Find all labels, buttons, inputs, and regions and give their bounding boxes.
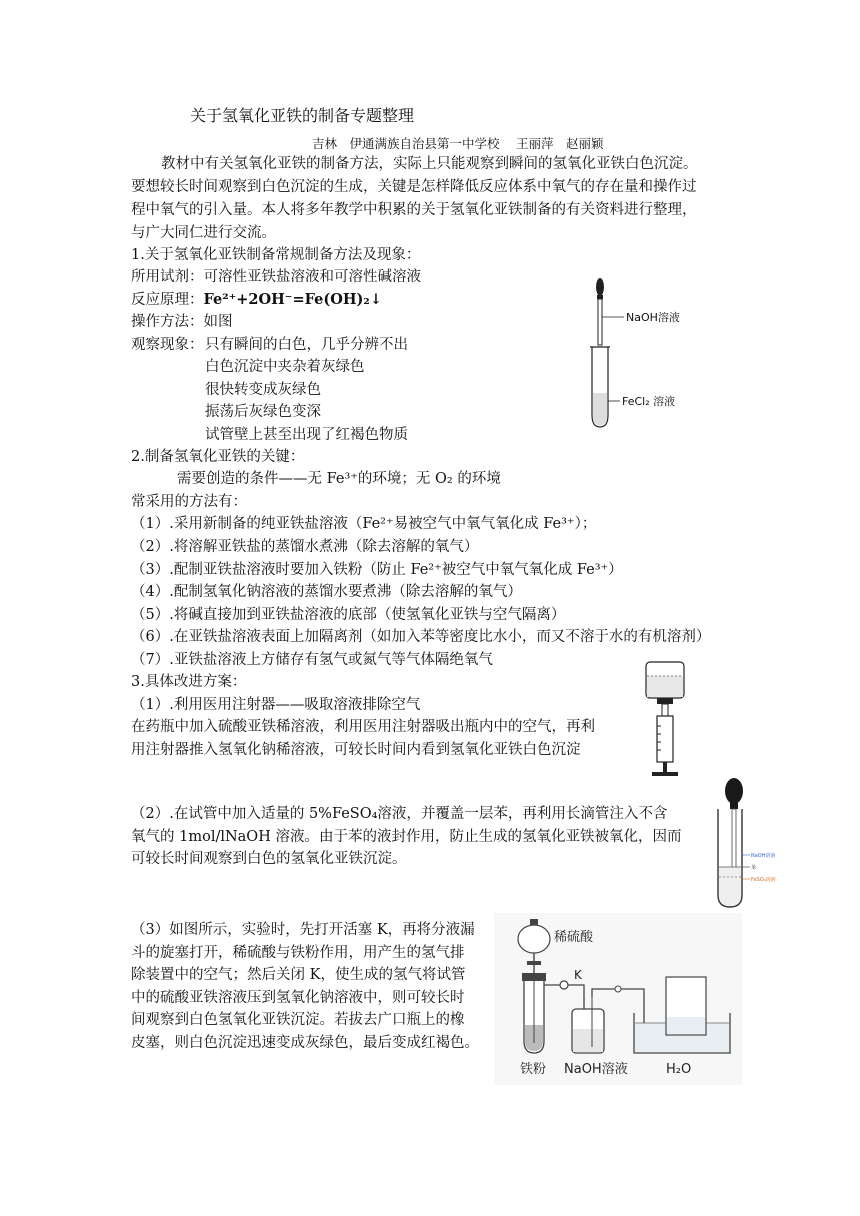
plan-2-line: 可较长时间观察到白色的氢氧化亚铁沉淀。 <box>131 851 407 867</box>
dropper-label: NaOH溶液 <box>626 311 680 324</box>
reagent-line: 所用试剂：可溶性亚铁盐溶液和可溶性碱溶液 <box>131 269 421 285</box>
principle-label: 反应原理： <box>131 292 204 308</box>
intro-line: 教材中有关氢氧化亚铁的制备方法，实际上只能观察到瞬间的氢氧化亚铁白色沉淀。 <box>161 156 698 172</box>
plan-2-line: 氧气的 1mol/lNaOH 溶液。由于苯的液封作用，防止生成的氢氧化亚铁被氧化，因而 <box>131 829 682 845</box>
operation-line: 操作方法：如图 <box>131 314 233 330</box>
tube-label: FeCl₂ 溶液 <box>622 395 676 408</box>
water-label: H₂O <box>666 1062 692 1077</box>
principle-formula: Fe²⁺+2OH⁻=Fe(OH)₂↓ <box>203 291 382 308</box>
plan-3-line: 斗的旋塞打开，稀硫酸与铁粉作用，用产生的氢气排 <box>131 945 465 961</box>
method-item: （1）.采用新制备的纯亚铁盐溶液（Fe²⁺易被空气中氧气氧化成 Fe³⁺）； <box>131 516 597 532</box>
vial-stopper-icon <box>657 698 673 704</box>
naoh-label: NaOH溶液 <box>564 1062 628 1077</box>
plan-1-title: （1）.利用医用注射器——吸取溶液排除空气 <box>131 697 421 713</box>
plan-3-line: 间观察到白色氢氧化亚铁沉淀。若拔去广口瓶上的橡 <box>131 1012 465 1028</box>
intro-line: 要想较长时间观察到白色沉淀的生成，关键是怎样降低反应体系中氧气的存在量和操作过 <box>131 179 697 195</box>
method-item: （7）.亚铁盐溶液上方储存有氢气或氮气等气体隔绝氧气 <box>131 652 493 668</box>
dropper-tube-figure <box>580 275 700 435</box>
methods-intro: 常采用的方法有： <box>131 494 247 510</box>
method-item: （4）.配制氢氧化钠溶液的蒸馏水要煮沸（除去溶解的氧气） <box>131 584 522 600</box>
syringe-vial-figure <box>640 660 690 778</box>
section-3-heading: 3.具体改进方案： <box>131 674 247 690</box>
plan-3-line: 中的硫酸亚铁溶液压到氢氧化钠溶液中，则可较长时 <box>131 990 465 1006</box>
condition-line: 需要创造的条件——无 Fe³⁺的环境；无 O₂ 的环境 <box>177 471 501 487</box>
dropper-bulb-icon <box>596 278 604 296</box>
plan-2-line: （2）.在试管中加入适量的 5%FeSO₄溶液，并覆盖一层苯，再利用长滴管注入不含 <box>131 806 668 822</box>
observation-item: 白色沉淀中夹杂着灰绿色 <box>205 359 365 375</box>
observe-label: 观察现象： <box>131 337 204 353</box>
fig-label-feso4: FeSO₄溶液 <box>751 877 776 883</box>
fig-label-benzene: 苯 <box>751 865 757 871</box>
plan-3-line: （3）如图所示，实验时，先打开活塞 K，再将分液漏 <box>131 922 475 938</box>
observation-item: 很快转变成灰绿色 <box>205 382 321 398</box>
plan-3-line: 皮塞，则白色沉淀迅速变成灰绿色，最后变成红褐色。 <box>131 1035 479 1051</box>
iron-label: 铁粉 <box>520 1062 547 1077</box>
intro-line: 与广大同仁进行交流。 <box>131 225 276 241</box>
observation-item: 振荡后灰绿色变深 <box>205 404 321 420</box>
intro-line: 程中氧气的引入量。本人将多年教学中积累的关于氢氧化亚铁制备的有关资料进行整理， <box>131 202 697 218</box>
funnel-stopcock-icon <box>527 961 541 965</box>
authors-line: 吉林 伊通满族自治县第一中学校 王丽萍 赵丽颖 <box>312 136 604 151</box>
method-item: （3）.配制亚铁盐溶液时要加入铁粉（防止 Fe²⁺被空气中氧气氧化成 Fe³⁺） <box>131 562 623 578</box>
observation-item: 只有瞬间的白色，几乎分辨不出 <box>205 337 408 353</box>
fig-label-naoh: NaOH溶液 <box>751 853 776 859</box>
method-item: （5）.将碱直接加到亚铁盐溶液的底部（使氢氧化亚铁与空气隔离） <box>131 607 566 623</box>
section-2-heading: 2.制备氢氧化亚铁的关键： <box>131 449 305 465</box>
section-1-heading: 1.关于氢氧化亚铁制备常规制备方法及现象： <box>131 247 421 263</box>
observation-item: 试管壁上甚至出现了红褐色物质 <box>205 427 408 443</box>
plan-3-line: 除装置中的空气；然后关闭 K，使生成的氢气将试管 <box>131 967 466 983</box>
method-item: （2）.将溶解亚铁盐的蒸馏水煮沸（除去溶解的氧气） <box>131 539 479 555</box>
syringe-icon <box>657 716 673 762</box>
valve-k-icon <box>560 981 568 989</box>
apparatus-figure <box>494 913 742 1085</box>
separatory-funnel-icon <box>518 925 550 953</box>
acid-label: 稀硫酸 <box>554 930 594 945</box>
dropper-icon <box>598 299 602 345</box>
method-item: （6）.在亚铁盐溶液表面上加隔离剂（如加入苯等密度比水小，而又不溶于水的有机溶剂） <box>131 629 711 645</box>
plan-1-line: 在药瓶中加入硫酸亚铁稀溶液，利用医用注射器吸出瓶内中的空气，再利 <box>131 719 595 735</box>
page-title: 关于氢氧化亚铁的制备专题整理 <box>190 106 415 125</box>
dropper-bulb-icon <box>725 778 743 804</box>
valve-label: K <box>574 968 582 982</box>
plan-1-line: 用注射器推入氢氧化钠稀溶液，可较长时间内看到氢氧化亚铁白色沉淀 <box>131 742 581 758</box>
principle-line <box>131 289 382 311</box>
benzene-tube-figure <box>706 777 778 912</box>
